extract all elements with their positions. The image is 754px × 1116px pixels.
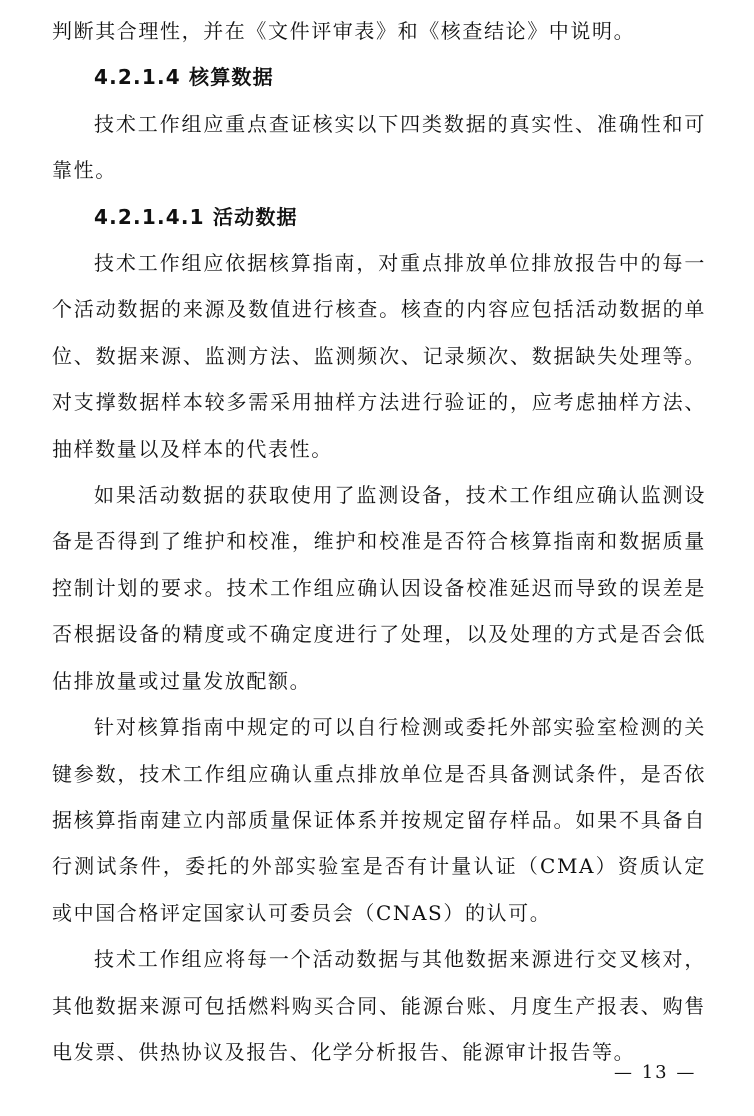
section-heading-4-2-1-4-1: 4.2.1.4.1 活动数据 — [94, 204, 298, 229]
continuation-paragraph: 判断其合理性，并在《文件评审表》和《核查结论》中说明。 — [52, 19, 636, 43]
body-paragraph: 技术工作组应依据核算指南，对重点排放单位排放报告中的每一个活动数据的来源及数值进行核查。核查的内容应包括活动数据的单位、数据来源、监测方法、监测频次、记录频次、数据缺失处理等。对支撑数据样本较多需采用抽样方法进行验证的，应考虑抽样方法、抽样数量以及样本的代表性。 — [52, 251, 706, 461]
document-body — [52, 8, 706, 1075]
section-heading-4-2-1-4: 4.2.1.4 核算数据 — [94, 65, 274, 90]
body-paragraph: 技术工作组应将每一个活动数据与其他数据来源进行交叉核对，其他数据来源可包括燃料购买合同、能源台账、月度生产报表、购售电发票、供热协议及报告、化学分析报告、能源审计报告等。 — [52, 947, 706, 1064]
page-number: — 13 — — [614, 1062, 697, 1083]
body-paragraph: 如果活动数据的获取使用了监测设备，技术工作组应确认监测设备是否得到了维护和校准，维护和校准是否符合核算指南和数据质量控制计划的要求。技术工作组应确认因设备校准延迟而导致的误差是否根据设备的精度或不确定度进行了处理，以及处理的方式是否会低估排放量或过量发放配额。 — [52, 483, 706, 693]
section-intro-paragraph: 技术工作组应重点查证核实以下四类数据的真实性、准确性和可靠性。 — [52, 111, 706, 183]
body-paragraph: 针对核算指南中规定的可以自行检测或委托外部实验室检测的关键参数，技术工作组应确认重点排放单位是否具备测试条件，是否依据核算指南建立内部质量保证体系并按规定留存样品。如果不具备自行测试条件，委托的外部实验室是否有计量认证（CMA）资质认定或中国合格评定国家认可委员会（CNAS）的认可。 — [52, 715, 706, 925]
